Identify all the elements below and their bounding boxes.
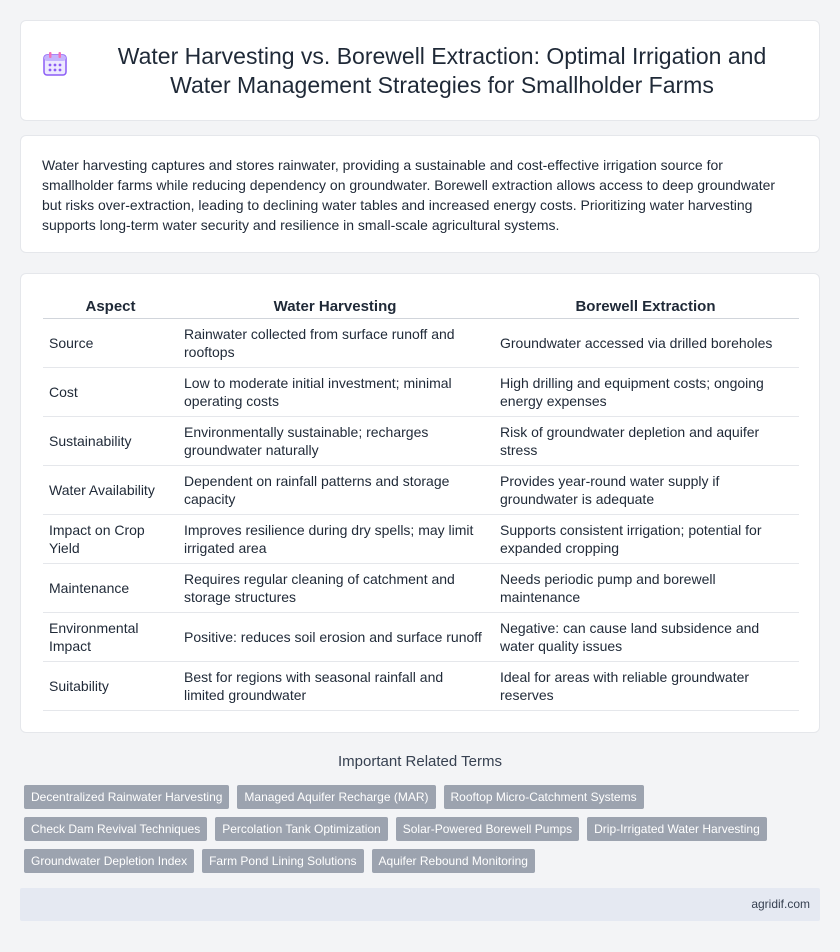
intro-card bbox=[20, 135, 820, 253]
table-row bbox=[43, 564, 799, 613]
table-row bbox=[43, 466, 799, 515]
related-tag[interactable]: Percolation Tank Optimization bbox=[215, 817, 388, 841]
cell-borewell: Risk of groundwater depletion and aquifer stress bbox=[492, 417, 799, 466]
cell-borewell: Supports consistent irrigation; potential for expanded cropping bbox=[492, 515, 799, 564]
cell-aspect: Water Availability bbox=[43, 466, 178, 515]
related-tag[interactable]: Rooftop Micro-Catchment Systems bbox=[444, 785, 644, 809]
related-tag[interactable]: Managed Aquifer Recharge (MAR) bbox=[237, 785, 435, 809]
table-row bbox=[43, 368, 799, 417]
cell-borewell: Groundwater accessed via drilled boreholes bbox=[492, 319, 799, 368]
cell-borewell: Needs periodic pump and borewell maintenance bbox=[492, 564, 799, 613]
related-tags-row-1 bbox=[24, 785, 824, 809]
footer-site-name: agridif.com bbox=[20, 888, 820, 921]
table-row bbox=[43, 319, 799, 368]
related-tag[interactable]: Groundwater Depletion Index bbox=[24, 849, 194, 873]
table-row bbox=[43, 417, 799, 466]
cell-water-harvesting: Low to moderate initial investment; minimal operating costs bbox=[178, 368, 492, 417]
cell-water-harvesting: Positive: reduces soil erosion and surface runoff bbox=[178, 613, 492, 662]
header-borewell-extraction: Borewell Extraction bbox=[492, 296, 799, 319]
page-title: Water Harvesting vs. Borewell Extraction: Optimal Irrigation and Water Management Strategies for Smallholder Farms bbox=[117, 42, 767, 98]
cell-water-harvesting: Environmentally sustainable; recharges groundwater naturally bbox=[178, 417, 492, 466]
title-card bbox=[20, 20, 820, 121]
related-tag[interactable]: Decentralized Rainwater Harvesting bbox=[24, 785, 229, 809]
comparison-table bbox=[43, 296, 799, 711]
table-row bbox=[43, 515, 799, 564]
intro-text: Water harvesting captures and stores rainwater, providing a sustainable and cost-effective irrigation source for smallholder farms while reducing dependency on groundwater. Borewell extraction allows access to deep groundwater but risks over-extraction, leading to declining water tables and increased energy costs. Prioritizing water harvesting supports long-term water security and resilience in small-scale agricultural systems. bbox=[42, 157, 776, 233]
table-row bbox=[43, 613, 799, 662]
related-tag[interactable]: Drip-Irrigated Water Harvesting bbox=[587, 817, 767, 841]
related-tag[interactable]: Aquifer Rebound Monitoring bbox=[372, 849, 535, 873]
related-terms-title: Important Related Terms bbox=[338, 753, 502, 770]
header-aspect: Aspect bbox=[43, 296, 178, 319]
header-water-harvesting: Water Harvesting bbox=[178, 296, 492, 319]
cell-water-harvesting: Best for regions with seasonal rainfall and limited groundwater bbox=[178, 662, 492, 711]
cell-borewell: High drilling and equipment costs; ongoing energy expenses bbox=[492, 368, 799, 417]
cell-borewell: Negative: can cause land subsidence and water quality issues bbox=[492, 613, 799, 662]
table-header-row bbox=[43, 296, 799, 319]
related-tag[interactable]: Solar-Powered Borewell Pumps bbox=[396, 817, 579, 841]
cell-borewell: Provides year-round water supply if groundwater is adequate bbox=[492, 466, 799, 515]
cell-water-harvesting: Rainwater collected from surface runoff and rooftops bbox=[178, 319, 492, 368]
cell-water-harvesting: Dependent on rainfall patterns and storage capacity bbox=[178, 466, 492, 515]
related-tag[interactable]: Check Dam Revival Techniques bbox=[24, 817, 207, 841]
cell-borewell: Ideal for areas with reliable groundwater reserves bbox=[492, 662, 799, 711]
cell-aspect: Source bbox=[43, 319, 178, 368]
calendar-icon bbox=[41, 50, 69, 78]
table-row bbox=[43, 662, 799, 711]
cell-aspect: Impact on Crop Yield bbox=[43, 515, 178, 564]
cell-water-harvesting: Improves resilience during dry spells; may limit irrigated area bbox=[178, 515, 492, 564]
cell-aspect: Environmental Impact bbox=[43, 613, 178, 662]
related-tags-row-3 bbox=[24, 849, 824, 873]
related-tag[interactable]: Farm Pond Lining Solutions bbox=[202, 849, 363, 873]
cell-aspect: Suitability bbox=[43, 662, 178, 711]
cell-water-harvesting: Requires regular cleaning of catchment and storage structures bbox=[178, 564, 492, 613]
comparison-table-card bbox=[20, 273, 820, 733]
cell-aspect: Maintenance bbox=[43, 564, 178, 613]
related-tags-row-2 bbox=[24, 817, 824, 841]
cell-aspect: Cost bbox=[43, 368, 178, 417]
cell-aspect: Sustainability bbox=[43, 417, 178, 466]
